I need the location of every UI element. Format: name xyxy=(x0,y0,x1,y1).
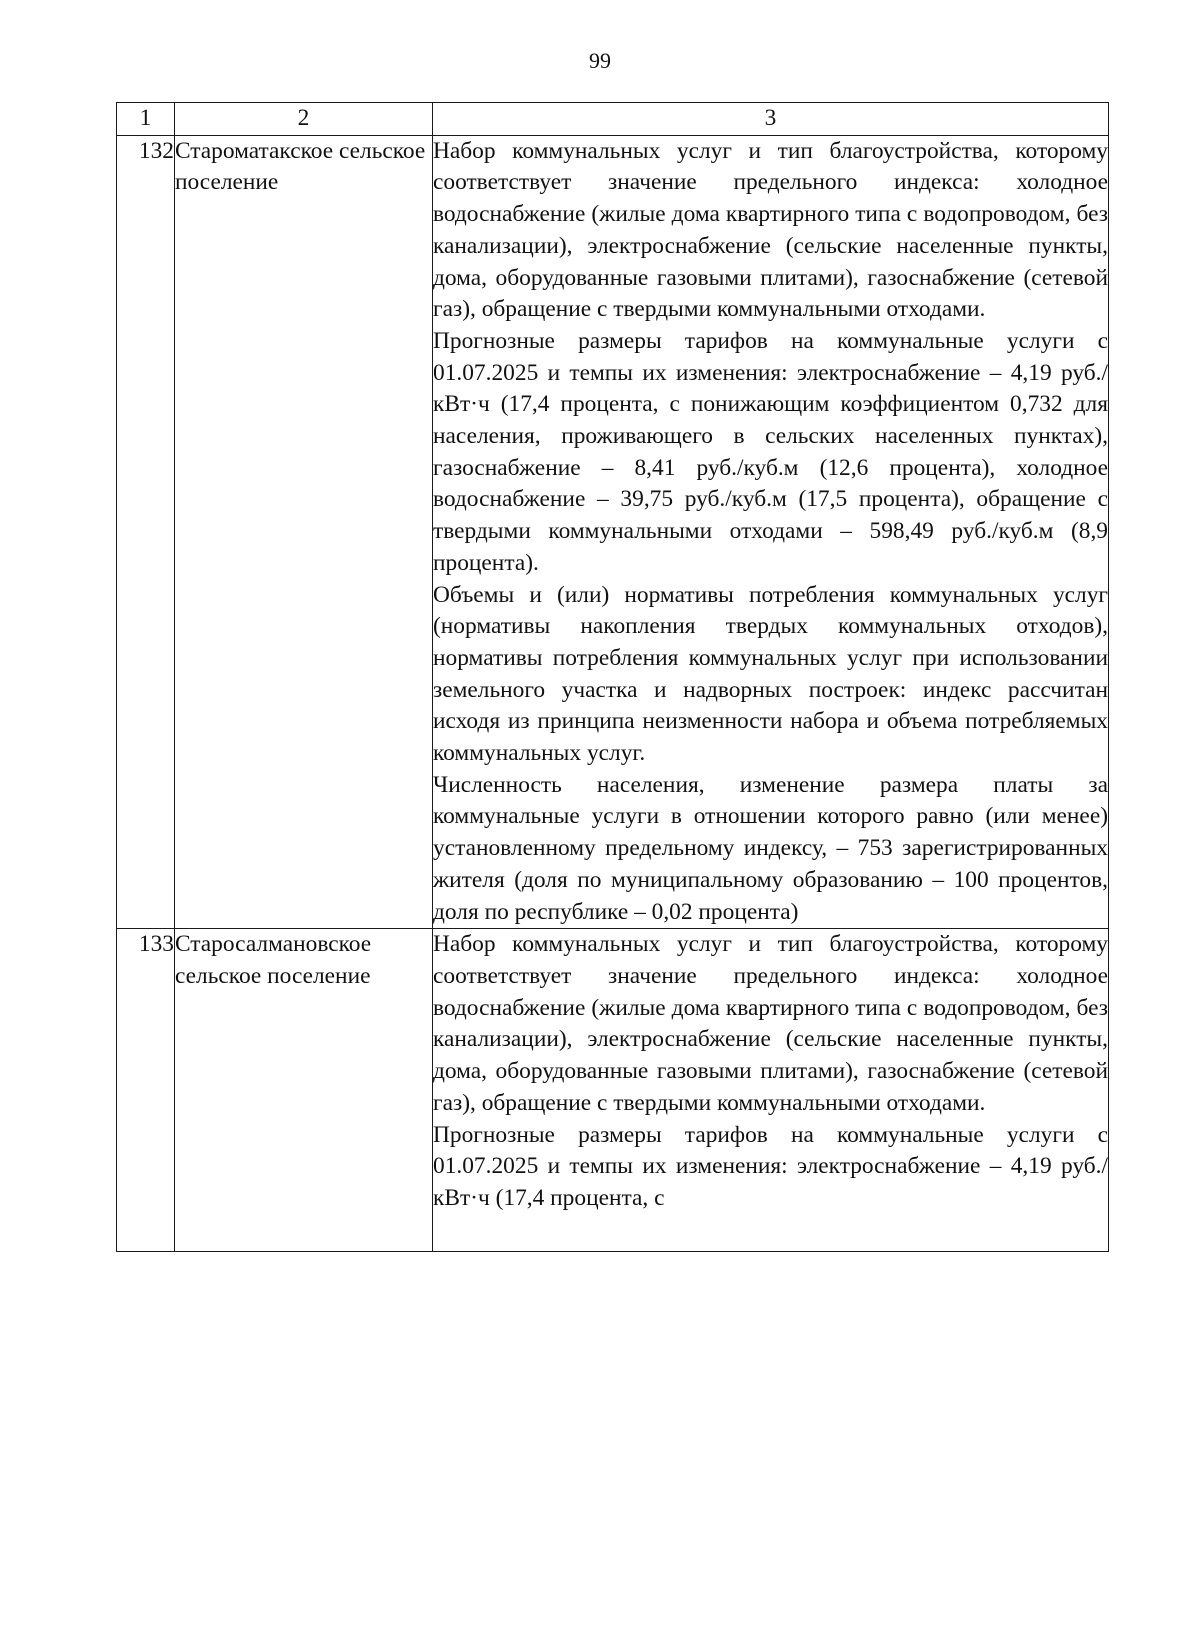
table-row xyxy=(117,929,1109,1252)
row-description xyxy=(433,135,1109,929)
table-header-row xyxy=(117,103,1109,136)
description-paragraph: Прогнозные размеры тарифов на коммунальные услуги с 01.07.2025 и темпы их изменения: электроснабжение – 4,19 руб./кВт·ч (17,4 процента, с понижающим коэффициентом 0,732 для населения, проживающего в сельских населенных пунктах), газоснабжение – 8,41 руб./куб.м (12,6 процента), холодное водоснабжение – 39,75 руб./куб.м (17,5 процента), обращение с твердыми коммунальными отходами – 598,49 руб./куб.м (8,9 процента). xyxy=(433,327,1108,576)
page-number: 99 xyxy=(589,48,611,73)
column-header-3: 3 xyxy=(433,103,1109,136)
row-number: 133 xyxy=(117,929,175,1252)
row-number: 132 xyxy=(117,135,175,929)
description-paragraph: Прогнозные размеры тарифов на коммунальные услуги с 01.07.2025 и темпы их изменения: электроснабжение – 4,19 руб./кВт·ч (17,4 процента, с xyxy=(433,1121,1108,1211)
row-description xyxy=(433,929,1109,1252)
description-paragraph: Набор коммунальных услуг и тип благоустройства, которому соответствует значение предельного индекса: холодное водоснабжение (жилые дома квартирного типа с водопроводом, без канализации), электроснабжение (сельские населенные пункты, дома, оборудованные газовыми плитами), газоснабжение (сетевой газ), обращение с твердыми коммунальными отходами. xyxy=(433,137,1108,323)
column-header-1: 1 xyxy=(117,103,175,136)
settlement-name: Старосалмановское сельское поселение xyxy=(175,929,433,1252)
description-paragraph: Численность населения, изменение размера платы за коммунальные услуги в отношении которого равно (или менее) установленному предельному индексу, – 753 зарегистрированных жителя (доля по муниципальному образованию – 100 процентов, доля по республике – 0,02 процента) xyxy=(433,771,1108,925)
data-table xyxy=(116,102,1109,1252)
description-paragraph: Объемы и (или) нормативы потребления коммунальных услуг (нормативы накопления твердых коммунальных отходов), нормативы потребления коммунальных услуг при использовании земельного участка и надворных построек: индекс рассчитан исходя из принципа неизменности набора и объема потребляемых коммунальных услуг. xyxy=(433,581,1108,767)
description-paragraph: Набор коммунальных услуг и тип благоустройства, которому соответствует значение предельного индекса: холодное водоснабжение (жилые дома квартирного типа с водопроводом, без канализации), электроснабжение (сельские населенные пункты, дома, оборудованные газовыми плитами), газоснабжение (сетевой газ), обращение с твердыми коммунальными отходами. xyxy=(433,931,1108,1116)
settlement-name: Староматакское сельское поселение xyxy=(175,135,433,929)
table-row xyxy=(117,135,1109,929)
column-header-2: 2 xyxy=(175,103,433,136)
